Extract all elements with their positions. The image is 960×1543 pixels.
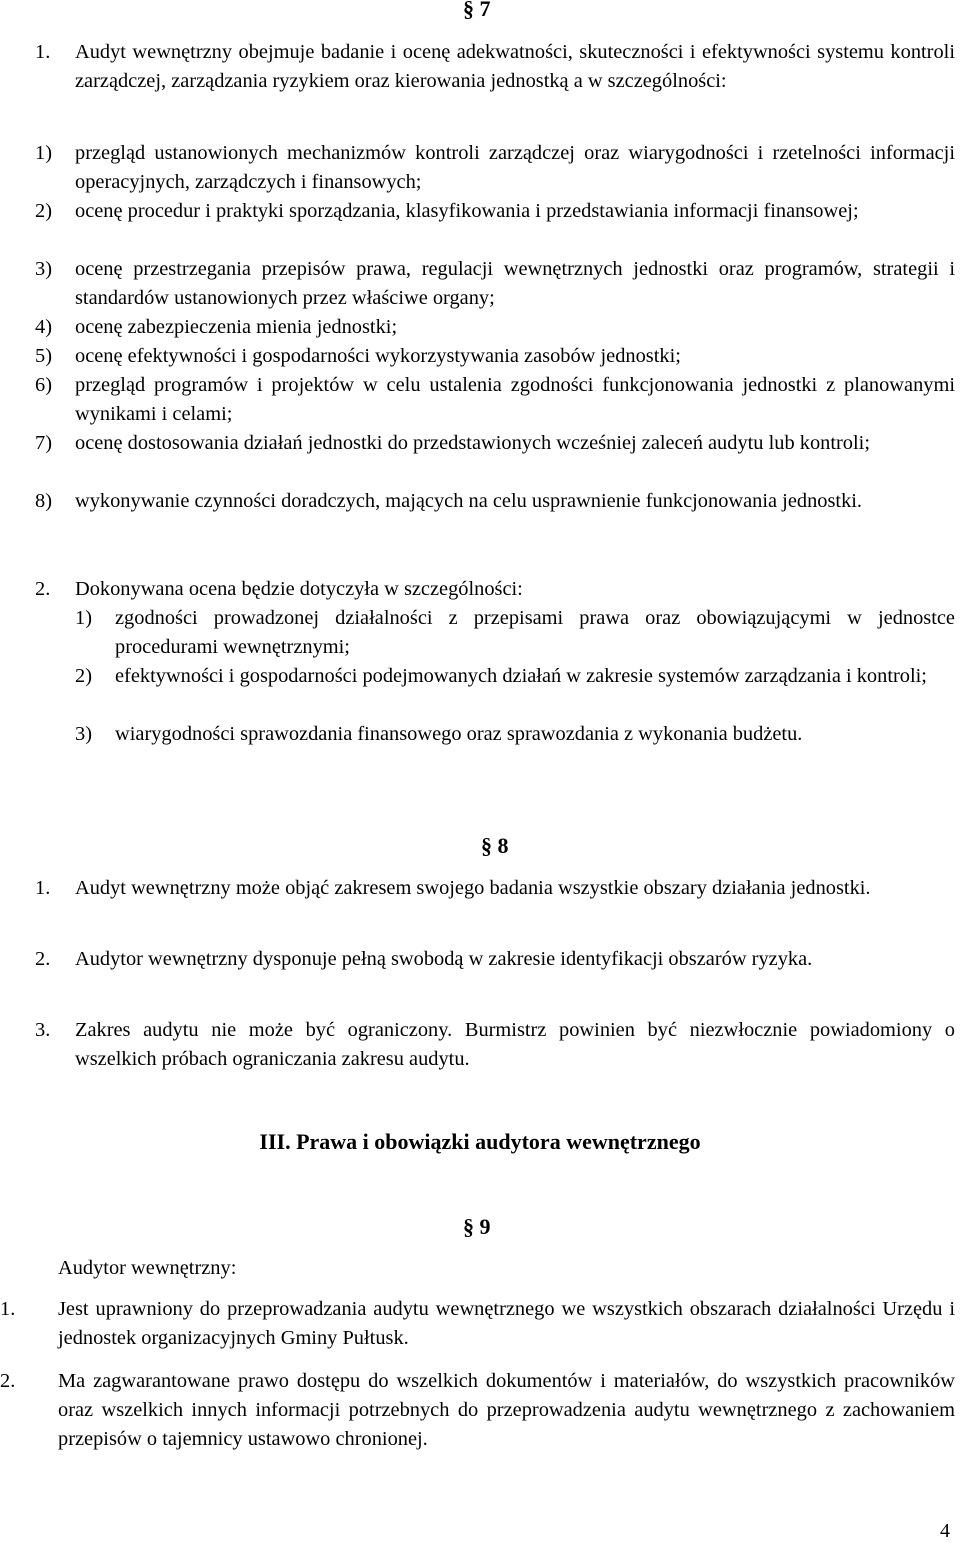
section-8-heading: § 8 <box>481 833 509 858</box>
list-number: 5) <box>35 345 52 367</box>
list-number: 7) <box>35 432 52 454</box>
list-number: 8) <box>35 490 52 512</box>
list-number: 2) <box>75 665 92 687</box>
list-number: 1) <box>75 607 92 629</box>
list-item: ocenę procedur i praktyki sporządzania, klasyfikowania i przedstawiania informacji finansowej; <box>75 200 859 222</box>
paragraph: Audyt wewnętrzny obejmuje badanie i ocenę adekwatności, skuteczności i efektywności systemu kontroli zarządczej, zarządzania ryzykiem oraz kierowania jednostką a w szczególności: <box>75 41 955 92</box>
chapter-heading: III. Prawa i obowiązki audytora wewnętrznego <box>259 1129 701 1154</box>
list-item: wykonywanie czynności doradczych, mających na celu usprawnienie funkcjonowania jednostki. <box>75 490 863 512</box>
list-item: wiarygodności sprawozdania finansowego oraz sprawozdania z wykonania budżetu. <box>115 723 803 745</box>
list-item: ocenę dostosowania działań jednostki do przedstawionych wcześniej zaleceń audytu lub kontroli; <box>75 432 870 454</box>
list-item: ocenę przestrzegania przepisów prawa, regulacji wewnętrznych jednostki oraz programów, strategii i standardów ustanowionych przez właściwe organy; <box>75 258 955 309</box>
paragraph: Ma zagwarantowane prawo dostępu do wszelkich dokumentów i materiałów, do wszystkich pracowników oraz wszelkich innych informacji potrzebnych do przeprowadzenia audytu wewnętrznego z zachowaniem przepisów o tajemnicy ustawowo chronionej. <box>58 1370 955 1450</box>
list-number: 3) <box>35 258 52 280</box>
list-number: 6) <box>35 374 52 396</box>
section-7-heading: § 7 <box>463 0 491 21</box>
list-item: efektywności i gospodarności podejmowanych działań w zakresie systemów zarządzania i kontroli; <box>115 665 927 687</box>
list-item: przegląd ustanowionych mechanizmów kontroli zarządczej oraz wiarygodności i rzetelności informacji operacyjnych, zarządczych i finansowych; <box>75 142 955 193</box>
list-number: 1. <box>35 877 51 899</box>
list-number: 1. <box>0 1298 16 1320</box>
list-number: 1. <box>35 41 51 63</box>
list-item: ocenę zabezpieczenia mienia jednostki; <box>75 316 398 338</box>
paragraph: Jest uprawniony do przeprowadzania audytu wewnętrznego we wszystkich obszarach działalności Urzędu i jednostek organizacyjnych Gminy Pułtusk. <box>58 1298 955 1349</box>
paragraph: Zakres audytu nie może być ograniczony. Burmistrz powinien być niezwłocznie powiadomiony o wszelkich próbach ograniczania zakresu audytu. <box>75 1019 955 1070</box>
paragraph: Audyt wewnętrzny może objąć zakresem swojego badania wszystkie obszary działania jednostki. <box>75 877 871 899</box>
paragraph: Dokonywana ocena będzie dotyczyła w szczególności: <box>75 578 523 600</box>
list-number: 3. <box>35 1019 51 1041</box>
list-number: 1) <box>35 142 52 164</box>
list-number: 2. <box>35 948 51 970</box>
list-item: ocenę efektywności i gospodarności wykorzystywania zasobów jednostki; <box>75 345 681 367</box>
list-item: przegląd programów i projektów w celu ustalenia zgodności funkcjonowania jednostki z planowanymi wynikami i celami; <box>75 374 955 425</box>
paragraph: Audytor wewnętrzny dysponuje pełną swobodą w zakresie identyfikacji obszarów ryzyka. <box>75 948 813 970</box>
list-item: zgodności prowadzonej działalności z przepisami prawa oraz obowiązującymi w jednostce procedurami wewnętrznymi; <box>115 607 955 658</box>
list-number: 2. <box>0 1370 16 1392</box>
list-number: 2. <box>35 578 51 600</box>
list-number: 2) <box>35 200 52 222</box>
page-number: 4 <box>940 1520 950 1542</box>
list-number: 4) <box>35 316 52 338</box>
list-number: 3) <box>75 723 92 745</box>
section-9-intro: Audytor wewnętrzny: <box>58 1257 237 1279</box>
section-9-heading: § 9 <box>463 1214 491 1239</box>
